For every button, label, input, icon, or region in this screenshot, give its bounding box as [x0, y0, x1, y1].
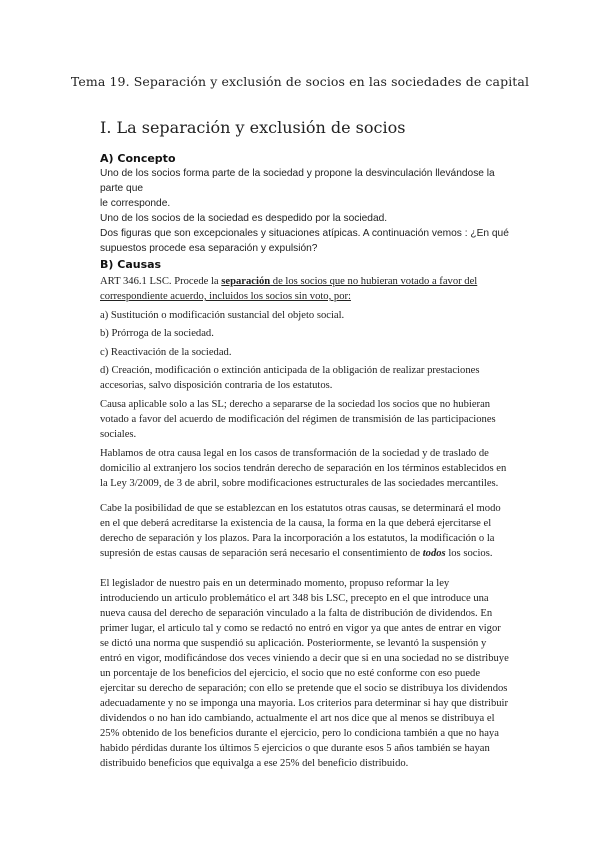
text-line: ejercitar su derecho de separación; con ello se pretende que el socio se distribuya los dividendos: [100, 683, 508, 694]
document-title: Tema 19. Separación y exclusión de socios en las sociedades de capital: [70, 74, 530, 89]
text-line: Cabe la posibilidad de que se establezcan en los estatutos otras causas, se determinará el modo: [100, 503, 501, 514]
text-line: introduciendo un articulo problemático el art 348 bis LSC, precepto en el que introduce una: [100, 593, 489, 604]
text-line: d) Creación, modificación o extinción anticipada de la obligación de realizar prestaciones: [100, 365, 480, 376]
text-line: [100, 546, 512, 561]
art-346-paragraph: [100, 274, 512, 304]
text-line: Dos figuras que son excepcionales y situaciones atípicas. A continuación vemos : ¿En qué: [100, 228, 509, 239]
text-line: le corresponde.: [100, 198, 171, 209]
text-line: distribuido beneficios que equivalga a ese 25% del beneficio distribuido.: [100, 758, 409, 769]
subsection-heading-causas: B) Causas: [100, 258, 162, 271]
text-line: primer lugar, el articulo tal y como se redactó no entró en vigor ya que antes de entrar en vigor: [100, 623, 501, 634]
text-line: Uno de los socios forma parte de la sociedad y propone la desvinculación llevándose la parte que: [100, 168, 495, 194]
list-item-multiline: [100, 363, 512, 393]
text-line: un porcentaje de los beneficios del ejercicio, el socio que no esté conforme con eso puede: [100, 668, 481, 679]
legislador-paragraph: [100, 576, 512, 771]
text-line: supuestos procede esa separación y expulsión?: [100, 243, 318, 254]
text-line: habido pérdidas durante los últimos 5 ejercicios o que durante esos 5 años también se hayan: [100, 743, 490, 754]
text-fragment: los socios.: [445, 548, 493, 559]
text-line: adecuadamente y no se imponga una mayoria. Los criterios para determinar si hay que distribuir: [100, 698, 509, 709]
text-line: nueva causa del derecho de separación vinculado a la falta de distribución de dividendos. En: [100, 608, 493, 619]
text-line: [100, 274, 512, 289]
text-line: correspondiente acuerdo, incluidos los socios sin voto, por:: [100, 291, 351, 302]
text-line: Hablamos de otra causa legal en los casos de transformación de la sociedad y de traslado de: [100, 448, 489, 459]
text-line: entró en vigor, modificándose dos veces viniendo a decir que si en una sociedad no se distribuye: [100, 653, 509, 664]
sl-paragraph: [100, 397, 512, 442]
text-line: derecho de separación y los plazos. Para la incorporación a los estatutos, la modificación o la: [100, 533, 495, 544]
text-line: votado a favor del acuerdo de modificación del régimen de transmisión de las participaciones: [100, 414, 496, 425]
list-item: c) Reactivación de la sociedad.: [100, 347, 232, 358]
art-bold-term: separación: [221, 276, 271, 287]
text-line: Uno de los socios de la sociedad es despedido por la sociedad.: [100, 213, 388, 224]
art-underlined-text: de los socios que no hubieran votado a favor del: [270, 276, 478, 287]
subsection-heading-concepto: A) Concepto: [100, 152, 176, 165]
text-line: Causa aplicable solo a las SL; derecho a separarse de la sociedad los socios que no hubieran: [100, 399, 491, 410]
art-prefix: ART 346.1 LSC. Procede la: [100, 276, 222, 287]
emphasis-todos: todos: [422, 548, 446, 559]
text-fragment: supresión de estas causas de separación será necesario el consentimiento de: [100, 548, 423, 559]
section-heading: I. La separación y exclusión de socios: [100, 118, 406, 137]
text-line: El legislador de nuestro pais en un determinado momento, propuso reformar la ley: [100, 578, 450, 589]
text-line: dividendos o no han ido cambiando, actualmente el art nos dice que al menos se distribuya el: [100, 713, 495, 724]
text-line: se dictó una norma que suspendió su aplicación. Posteriormente, se levantó la suspensión y: [100, 638, 487, 649]
list-item: b) Prórroga de la sociedad.: [100, 328, 214, 339]
text-line: accesorias, salvo disposición contraria de los estatutos.: [100, 380, 333, 391]
estatutos-paragraph: [100, 501, 512, 561]
otra-causa-paragraph: [100, 446, 512, 491]
text-line: domicilio al extranjero los socios tendrán derecho de separación en los términos establecidos en: [100, 463, 507, 474]
text-line: sociales.: [100, 429, 137, 440]
text-line: 25% obtenido de los beneficios durante el ejercicio, pero lo condiciona también a que no haya: [100, 728, 499, 739]
text-line: en el que deberá acreditarse la existencia de la causa, la forma en la que deberá ejercitarse el: [100, 518, 492, 529]
list-item: a) Sustitución o modificación sustancial del objeto social.: [100, 310, 345, 321]
text-line: la Ley 3/2009, de 3 de abril, sobre modificaciones estructurales de las sociedades mercantiles.: [100, 478, 499, 489]
concepto-paragraph: [100, 166, 512, 256]
